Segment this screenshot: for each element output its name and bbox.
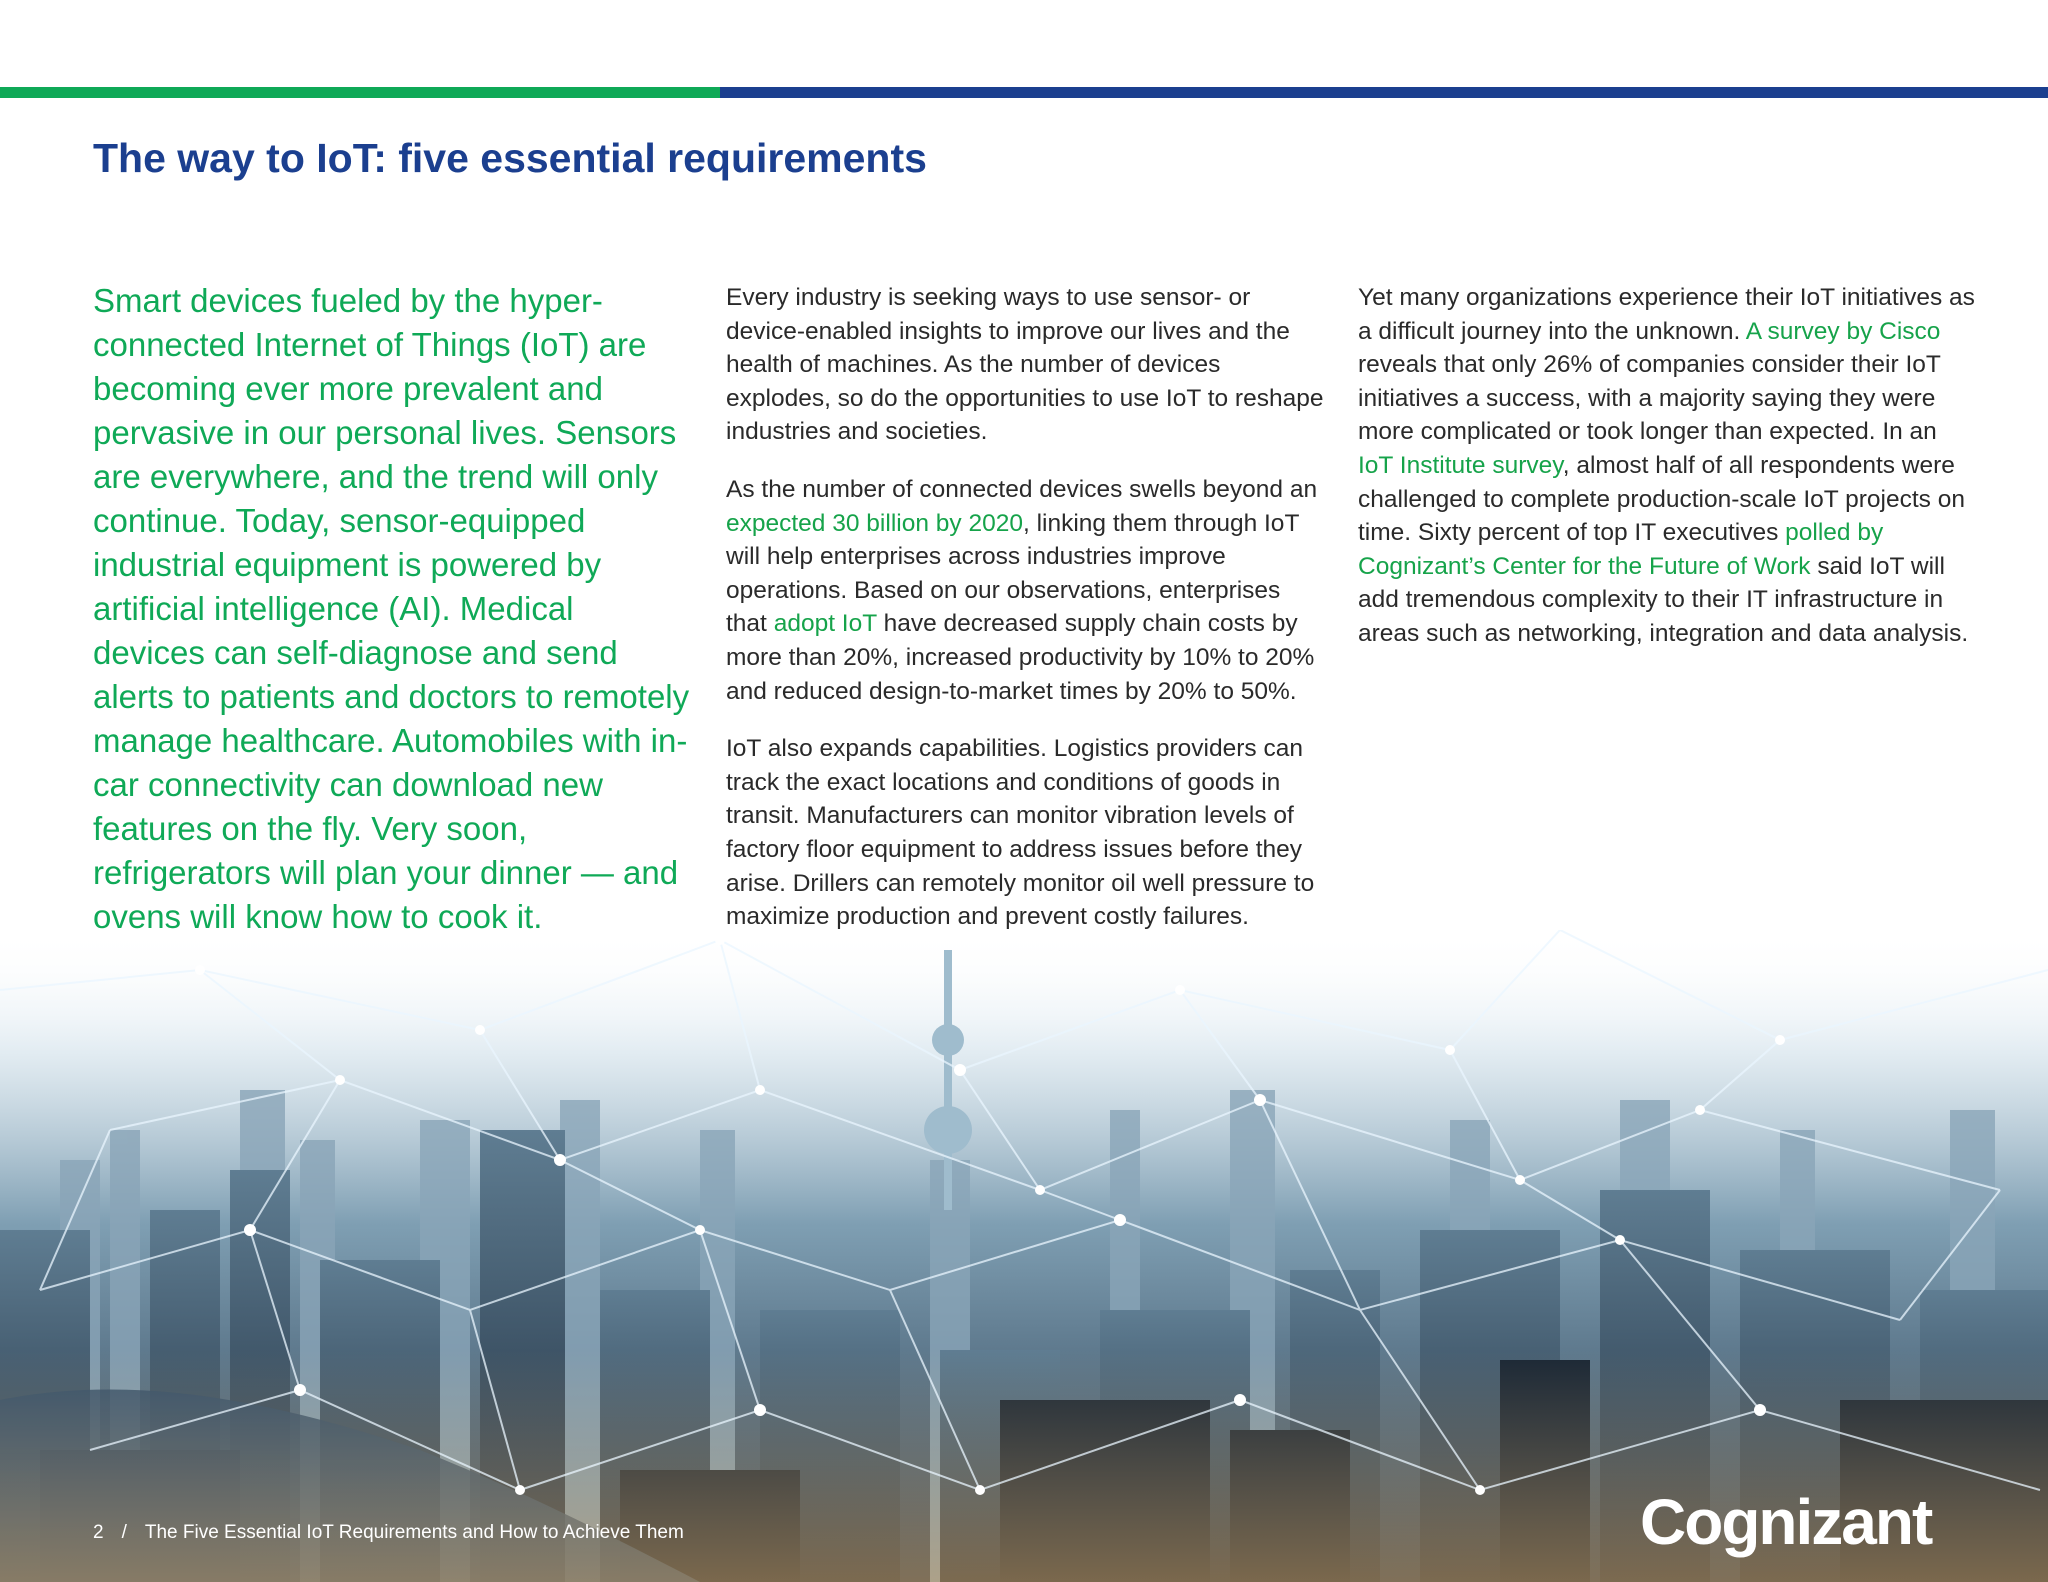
middle-p2-text-2: , linking them through IoT will help enterprises across industries improve operations. Based on our observations, enterprises that (726, 509, 1299, 638)
top-accent-bar (0, 87, 2048, 98)
link-survey-by-cisco[interactable]: A survey by Cisco (1745, 317, 1941, 345)
middle-p2-text-3: have decreased supply chain costs by more than 20%, increased productivity by 10% to 20% and reduced design-to-market times by 20% to 50%. (726, 610, 1315, 705)
middle-paragraph-2 (726, 473, 1326, 708)
page-number: 2 (93, 1522, 104, 1543)
page-footer (93, 1518, 684, 1548)
right-paragraph (1358, 281, 1978, 651)
right-column (1358, 281, 1978, 675)
right-text-3: , almost half of all respondents were challenged to complete production-scale IoT projects on time. Sixty percent of top IT executives (1358, 451, 1965, 547)
footer-separator: / (121, 1522, 127, 1543)
link-adopt-iot[interactable]: adopt IoT (773, 610, 877, 638)
cognizant-logo: Cognizant (1640, 1486, 1932, 1558)
middle-paragraph-3: IoT also expands capabilities. Logistics providers can track the exact locations and conditions of goods in transit. Manufacturers can monitor vibration levels of factory floor equipment to address issues before they arise. Drillers can remotely monitor oil well pressure to maximize production and prevent costly failures. (726, 735, 1315, 931)
middle-paragraph-1: Every industry is seeking ways to use sensor- or device-enabled insights to improve our lives and the health of machines. As the number of devices explodes, so do the opportunities to use IoT to reshape industries and societies. (726, 284, 1324, 446)
footer-doc-title: The Five Essential IoT Requirements and How to Achieve Them (144, 1522, 684, 1543)
right-text-2: reveals that only 26% of companies consider their IoT initiatives a success, with a majority saying they were more complicated or took longer than expected. In an (1358, 351, 1941, 446)
pull-quote: Smart devices fueled by the hyper-connected Internet of Things (IoT) are becoming ever more prevalent and pervasive in our personal lives. Sensors are everywhere, and the trend will only continue. Today, sensor-equipped industrial equipment is powered by artificial intelligence (AI). Medical devices can self-diagnose and send alerts to patients and doctors to remotely manage healthcare. Automobiles with in-car connectivity can download new features on the fly. Very soon, refrigerators will plan your dinner — and ovens will know how to cook it. (93, 282, 690, 935)
page-title: The way to IoT: five essential requirements (93, 135, 927, 181)
link-expected-30-billion[interactable]: expected 30 billion by 2020 (726, 509, 1023, 537)
accent-bar-green (0, 87, 720, 98)
accent-bar-blue (720, 87, 2048, 98)
right-text-1: Yet many organizations experience their IoT initiatives as a difficult journey into the unknown. (1358, 284, 1975, 345)
middle-p2-text-1: As the number of connected devices swells beyond an (726, 475, 1318, 503)
link-cognizant-future-of-work[interactable]: polled by Cognizant’s Center for the Future of Work (1358, 519, 1884, 580)
middle-column (726, 281, 1326, 958)
right-text-4: said IoT will add tremendous complexity to their IT infrastructure in areas such as networking, integration and data analysis. (1358, 552, 1969, 647)
link-iot-institute-survey[interactable]: IoT Institute survey (1358, 451, 1563, 479)
